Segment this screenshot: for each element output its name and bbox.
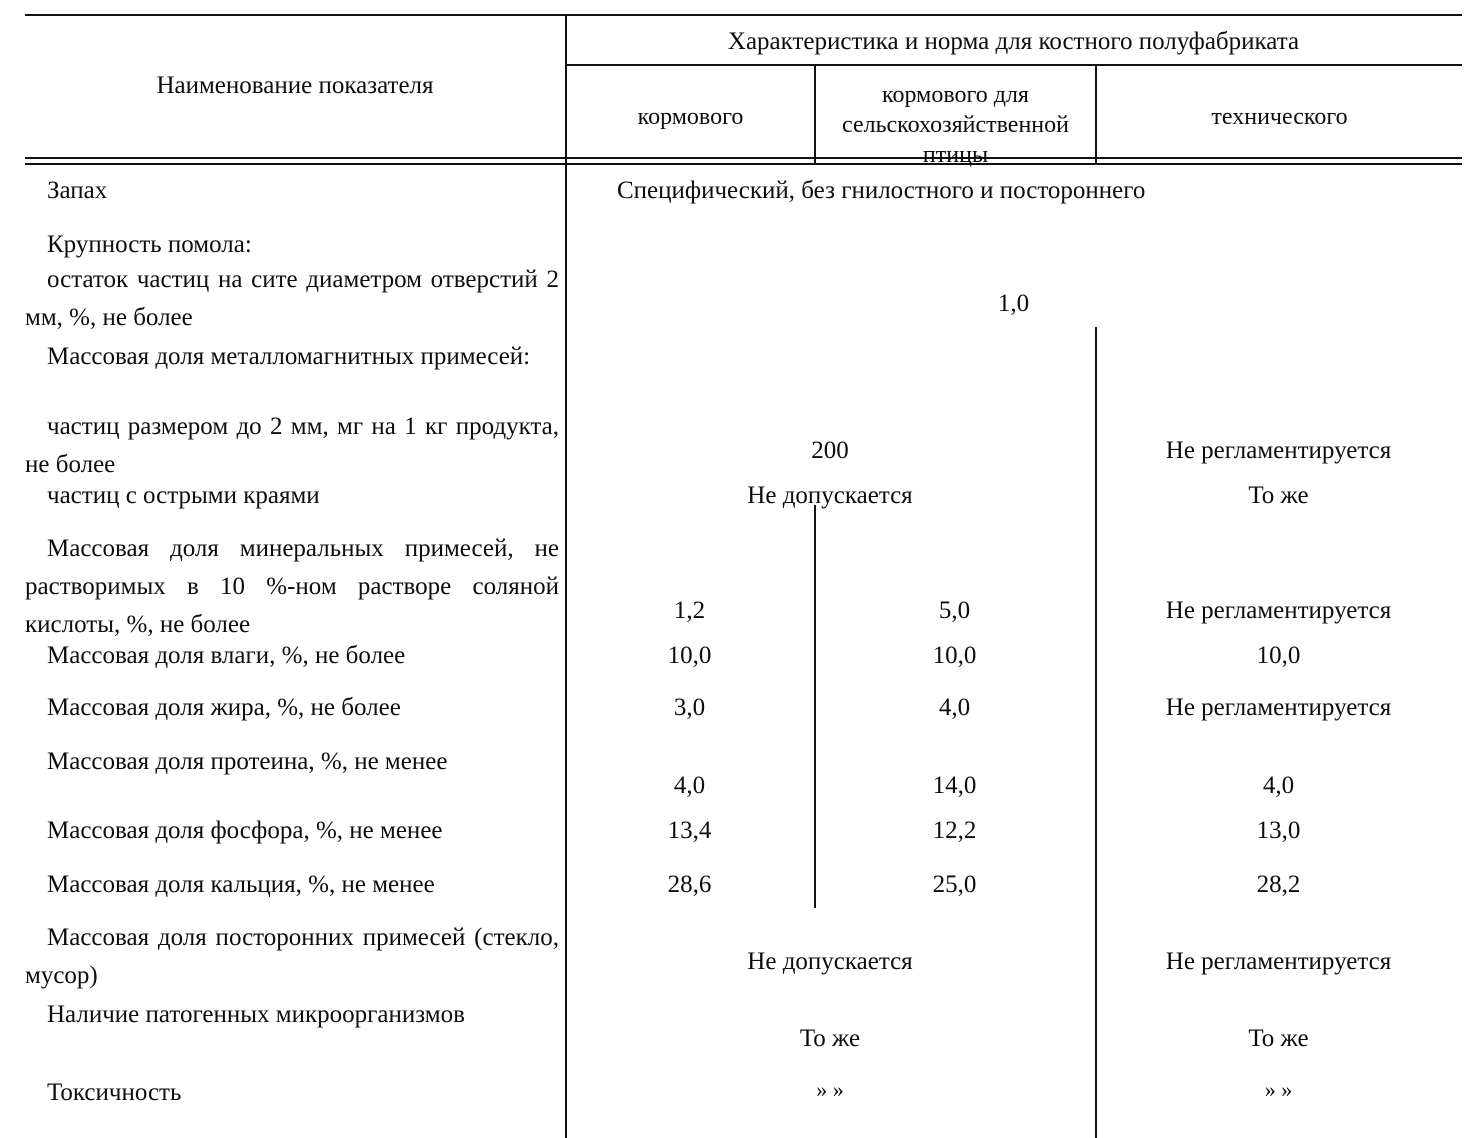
row-value-foreign-technical: Не регламентируется (1165, 948, 1392, 975)
row-label-foreign-impurities: Массовая доля посторонних примесей (стекло, мусор) (25, 924, 559, 989)
row-value-sharp-edges-fodder: Не допускается (747, 482, 913, 509)
row-value-protein-fodder: 4,0 (673, 772, 706, 799)
row-value-particles-2mm-fodder: 200 (811, 437, 849, 464)
row-label-smell: Запах (47, 177, 108, 204)
table-top-border (25, 14, 1462, 16)
row-label-pathogens: Наличие патогенных микроорганизмов (47, 1001, 465, 1028)
row-value-mineral-poultry: 5,0 (938, 597, 971, 624)
row-label-protein: Массовая доля протеина, %, не менее (47, 748, 448, 775)
row-value-calcium-technical: 28,2 (1256, 871, 1301, 898)
row-value-fat-fodder: 3,0 (673, 694, 706, 721)
row-value-phosphorus-technical: 13,0 (1256, 817, 1301, 844)
row-label-toxicity: Токсичность (47, 1079, 182, 1106)
header-span-title: Характеристика и норма для костного полуфабриката (727, 28, 1300, 55)
header-bottom-rule-inner (25, 163, 1462, 165)
header-subcol-fodder: кормового (637, 104, 744, 130)
header-subdivider-rule (565, 64, 1462, 66)
row-label-moisture: Массовая доля влаги, %, не более (47, 642, 406, 669)
row-value-pathogens-technical: То же (1248, 1025, 1309, 1052)
row-label-calcium: Массовая доля кальция, %, не менее (47, 871, 435, 898)
row-value-protein-technical: 4,0 (1262, 772, 1295, 799)
row-label-mineral-impurities: Массовая доля минеральных примесей, не растворимых в 10 %-ном растворе соляной кислоты, %, не более (25, 535, 559, 638)
header-bottom-rule-outer (25, 157, 1462, 159)
row-label-sieve-residue: остаток частиц на сите диаметром отверстий 2 мм, %, не более (25, 266, 559, 331)
row-label-fat: Массовая доля жира, %, не более (47, 694, 401, 721)
row-value-pathogens-fodder: То же (799, 1025, 861, 1052)
row-value-toxicity-fodder: » » (816, 1077, 844, 1102)
row-value-phosphorus-fodder: 13,4 (667, 817, 712, 844)
row-value-fat-poultry: 4,0 (938, 694, 971, 721)
row-value-mineral-fodder: 1,2 (673, 597, 706, 624)
row-label-particles-2mm: частиц размером до 2 мм, мг на 1 кг продукта, не более (25, 413, 559, 478)
header-subcol-poultry: кормового для сельскохозяйственной птицы (842, 82, 1069, 168)
row-value-protein-poultry: 14,0 (932, 772, 977, 799)
row-value-moisture-technical: 10,0 (1256, 642, 1301, 669)
row-value-phosphorus-poultry: 12,2 (932, 817, 977, 844)
row-value-sharp-edges-technical: То же (1248, 482, 1309, 509)
row-value-moisture-poultry: 10,0 (932, 642, 977, 669)
row-value-foreign-fodder: Не допускается (747, 948, 913, 975)
row-value-calcium-fodder: 28,6 (667, 871, 712, 898)
row-label-metal-impurities-heading: Массовая доля металломагнитных примесей: (47, 343, 531, 370)
row-value-moisture-fodder: 10,0 (667, 642, 712, 669)
row-value-particles-2mm-technical: Не регламентируется (1165, 437, 1392, 464)
row-label-phosphorus: Массовая доля фосфора, %, не менее (47, 817, 443, 844)
header-subcol-technical: технического (1211, 104, 1348, 130)
row-value-smell-all: Специфический, без гнилостного и постороннего (617, 177, 1146, 204)
row-value-mineral-technical: Не регламентируется (1165, 597, 1392, 624)
row-value-sieve-residue-all: 1,0 (997, 290, 1030, 317)
row-label-grind-heading: Крупность помола: (47, 231, 252, 258)
row-value-toxicity-technical: » » (1264, 1077, 1293, 1102)
row-value-calcium-poultry: 25,0 (932, 871, 977, 898)
header-indicator-name: Наименование показателя (156, 72, 434, 99)
row-value-fat-technical: Не регламентируется (1165, 694, 1392, 721)
row-label-sharp-edges: частиц с острыми краями (47, 482, 320, 509)
